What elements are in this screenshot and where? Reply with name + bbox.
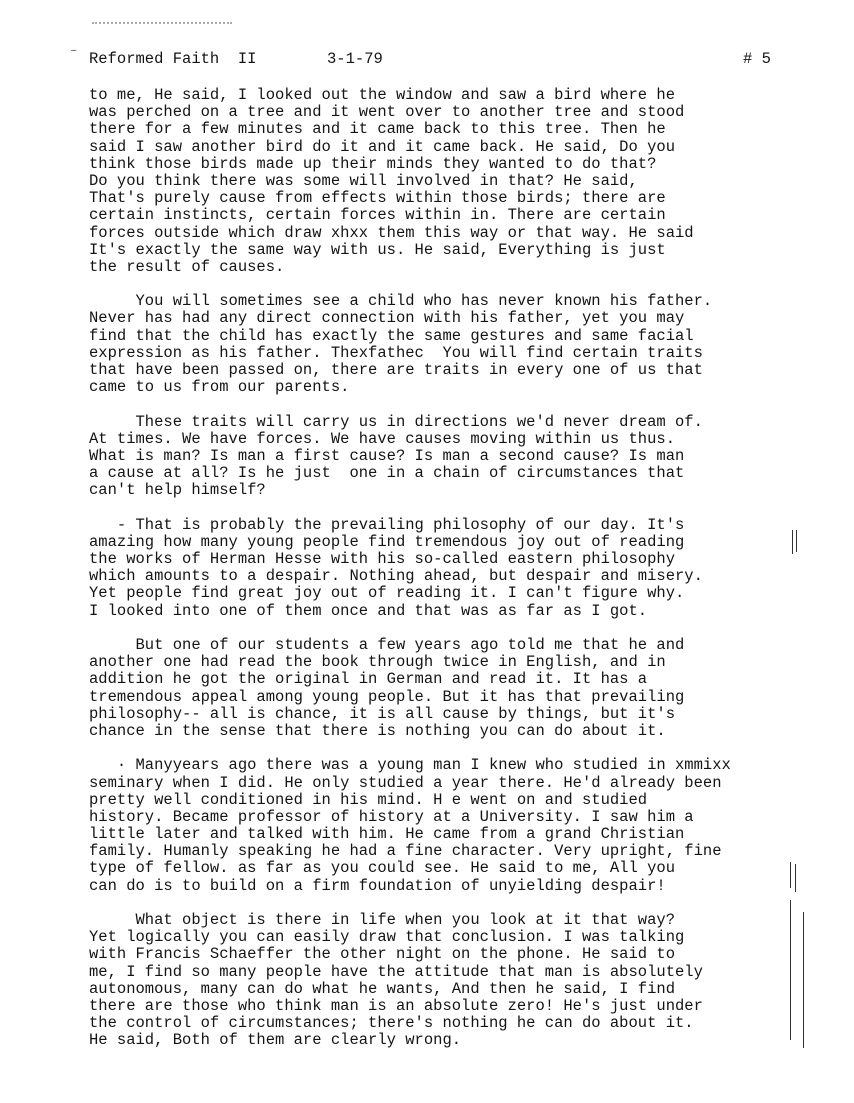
text-line: addition he got the original in German and read it. It has a bbox=[89, 670, 648, 689]
text-line: there for a few minutes and it came back to this tree. Then he bbox=[89, 120, 666, 139]
text-line: another one had read the book through twice in English, and in bbox=[89, 653, 666, 672]
paragraph-1 bbox=[89, 87, 801, 276]
margin-mark-2 bbox=[796, 530, 797, 552]
text-line: think those birds made up their minds they wanted to do that? bbox=[89, 154, 657, 173]
text-line: find that the child has exactly the same gestures and same facial bbox=[89, 326, 694, 345]
text-line: can't help himself? bbox=[89, 481, 266, 500]
text-line: a cause at all? Is he just one in a chain of circumstances that bbox=[89, 464, 685, 483]
document-body bbox=[89, 87, 801, 1067]
header-series-title: Reformed Faith II bbox=[89, 50, 257, 68]
text-line: the works of Herman Hesse with his so-called eastern philosophy bbox=[89, 550, 675, 569]
text-line: I looked into one of them once and that was as far as I got. bbox=[89, 601, 648, 620]
text-line: with Francis Schaeffer the other night on the phone. He said to bbox=[89, 945, 675, 964]
text-line: forces outside which draw xhxx them this way or that way. He said bbox=[89, 223, 694, 242]
text-line: certain instincts, certain forces within in. There are certain bbox=[89, 206, 666, 225]
text-line: pretty well conditioned in his mind. H e went on and studied bbox=[89, 790, 648, 809]
margin-mark-6 bbox=[803, 912, 804, 1048]
text-line: was perched on a tree and it went over to another tree and stood bbox=[89, 103, 685, 122]
paragraph-7 bbox=[89, 912, 801, 1050]
text-line: You will sometimes see a child who has never known his father. bbox=[89, 292, 713, 311]
text-line: These traits will carry us in directions we'd never dream of. bbox=[89, 412, 703, 431]
text-line: · Manyyears ago there was a young man I knew who studied in xmmixx bbox=[89, 756, 731, 775]
text-line: amazing how many young people find tremendous joy out of reading bbox=[89, 532, 685, 551]
text-line: seminary when I did. He only studied a year there. He'd already been bbox=[89, 773, 722, 792]
text-line: Never has had any direct connection with his father, yet you may bbox=[89, 309, 685, 328]
margin-mark-5 bbox=[790, 900, 791, 1040]
text-line: But one of our students a few years ago told me that he and bbox=[89, 636, 685, 654]
paragraph-4 bbox=[89, 517, 801, 620]
text-line: expression as his father. Thexfathec You will find certain traits bbox=[89, 343, 703, 362]
text-line: chance in the sense that there is nothing you can do about it. bbox=[89, 721, 666, 740]
text-line: What is man? Is man a first cause? Is man a second cause? Is man bbox=[89, 446, 685, 465]
text-line: the control of circumstances; there's nothing he can do about it. bbox=[89, 1014, 694, 1033]
text-line: It's exactly the same way with us. He said, Everything is just bbox=[89, 240, 666, 259]
text-line: can do is to build on a firm foundation of unyielding despair! bbox=[89, 876, 666, 895]
text-line: He said, Both of them are clearly wrong. bbox=[89, 1031, 462, 1050]
text-line: Yet logically you can easily draw that conclusion. I was talking bbox=[89, 928, 685, 947]
header-dash-mark: ⁻ bbox=[69, 45, 79, 63]
text-line: family. Humanly speaking he had a fine character. Very upright, fine bbox=[89, 842, 722, 861]
page-header bbox=[69, 45, 789, 70]
paragraph-2 bbox=[89, 293, 801, 396]
text-line: which amounts to a despair. Nothing ahead, but despair and misery. bbox=[89, 567, 703, 586]
text-line: Do you think there was some will involved in that? He said, bbox=[89, 171, 638, 190]
text-line: - That is probably the prevailing philosophy of our day. It's bbox=[89, 515, 685, 534]
margin-mark-4 bbox=[795, 864, 796, 892]
text-line: That's purely cause from effects within those birds; there are bbox=[89, 189, 666, 208]
text-line: Yet people find great joy out of reading it. I can't figure why. bbox=[89, 584, 685, 603]
margin-mark-3 bbox=[790, 862, 791, 888]
text-line: the result of causes. bbox=[89, 257, 285, 276]
top-smudge-mark bbox=[92, 22, 232, 28]
header-page-number: # 5 bbox=[743, 50, 771, 68]
text-line: What object is there in life when you look at it that way? bbox=[89, 911, 675, 929]
header-date: 3-1-79 bbox=[327, 50, 383, 68]
text-line: At times. We have forces. We have causes moving within us thus. bbox=[89, 429, 675, 448]
text-line: said I saw another bird do it and it came back. He said, Do you bbox=[89, 137, 675, 156]
text-line: came to us from our parents. bbox=[89, 378, 350, 397]
text-line: that have been passed on, there are traits in every one of us that bbox=[89, 361, 703, 379]
text-line: type of fellow. as far as you could see. He said to me, All you bbox=[89, 859, 675, 878]
paragraph-3 bbox=[89, 414, 801, 500]
text-line: little later and talked with him. He came from a grand Christian bbox=[89, 825, 685, 844]
text-line: autonomous, many can do what he wants, And then he said, I find bbox=[89, 979, 675, 998]
paragraph-6 bbox=[89, 757, 801, 895]
text-line: there are those who think man is an absolute zero! He's just under bbox=[89, 996, 703, 1015]
paragraph-5 bbox=[89, 637, 801, 740]
text-line: me, I find so many people have the attitude that man is absolutely bbox=[89, 962, 703, 981]
text-line: to me, He said, I looked out the window and saw a bird where he bbox=[89, 86, 675, 104]
text-line: history. Became professor of history at a University. I saw him a bbox=[89, 807, 694, 826]
text-line: philosophy-- all is chance, it is all cause by things, but it's bbox=[89, 704, 675, 723]
text-line: tremendous appeal among young people. But it has that prevailing bbox=[89, 687, 685, 706]
margin-mark-1 bbox=[792, 530, 793, 554]
